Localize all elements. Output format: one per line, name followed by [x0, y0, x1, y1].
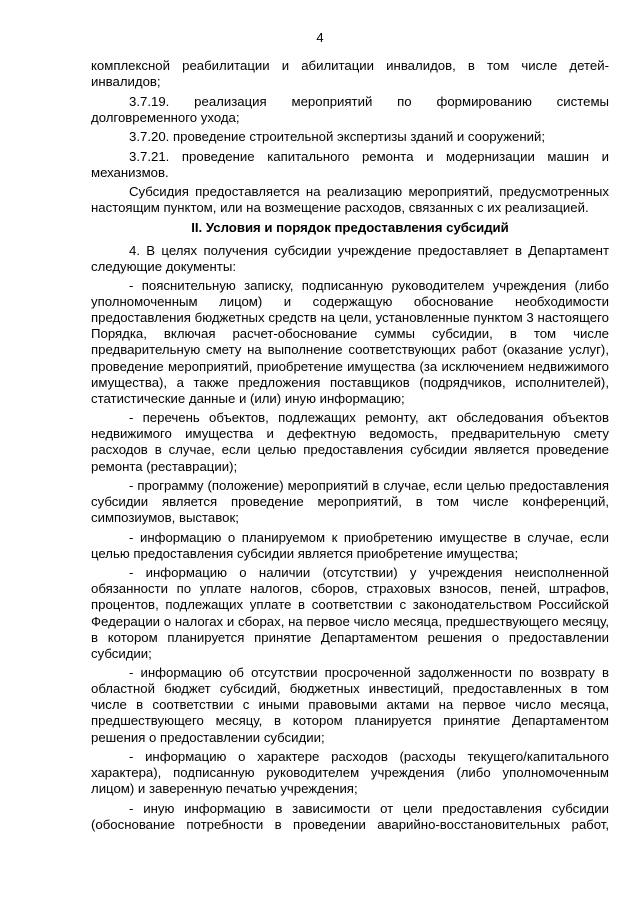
paragraph-continuation: комплексной реабилитации и абилитации инвалидов, в том числе детей-инвалидов; — [91, 58, 609, 90]
list-item-events-program: - программу (положение) мероприятий в случае, если целью предоставления субсидии является проведение мероприятий, в том числе конференций, симпозиумов, выставок; — [91, 477, 609, 526]
list-item-expense-character: - информацию о характере расходов (расходы текущего/капитального характера), подписанную руководителем учреждения (либо уполномоченным лицом) и заверенную печатью учреждения; — [91, 749, 609, 797]
paragraph-subsidy: Субсидия предоставляется на реализацию мероприятий, предусмотренных настоящим пунктом, или на возмещение расходов, связанных с их реализацией. — [91, 184, 609, 216]
paragraph-item-3-7-20: 3.7.20. проведение строительной экспертизы зданий и сооружений; — [129, 129, 546, 145]
list-item-other-info: - иную информацию в зависимости от цели предоставления субсидии (обоснование потребности в проведении аварийно-восстановительных работ, — [91, 800, 609, 832]
paragraph-clause-4: 4. В целях получения субсидии учреждение предоставляет в Департамент следующие документы: — [91, 242, 609, 274]
paragraph-item-3-7-21: 3.7.21. проведение капитального ремонта и модернизации машин и механизмов. — [91, 148, 609, 180]
list-item-overdue-debt: - информацию об отсутствии просроченной задолженности по возврату в областной бюджет субсидий, бюджетных инвестиций, предоставленных в том числе в соответствии с иными правовыми актами на первое число месяца, предшествующего месяцу, в котором планируется принятие Департаментом решения о предоставлении субсидии; — [91, 665, 609, 745]
list-item-explanatory-note: - пояснительную записку, подписанную руководителем учреждения (либо уполномоченным лицом) и содержащую обоснование необходимости предоставления бюджетных средств на цели, установленные пунктом 3 настоящего Порядка, включая расчет-обоснование суммы субсидии, в том числе предварительную смету на выполнение соответствующих работ (оказание услуг), проведение мероприятий, приобретение имущества (за исключением недвижимого имущества), а также предложения поставщиков (подрядчиков, исполнителей), статистические данные и (или) иную информацию; — [91, 278, 609, 406]
list-item-objects-list: - перечень объектов, подлежащих ремонту, акт обследования объектов недвижимого имущества и дефектную ведомость, предварительную смету расходов в случае, если целью предоставления субсидии является проведение ремонта (реставрации); — [91, 410, 609, 474]
page-number: 4 — [316, 30, 324, 45]
document-body — [91, 58, 609, 836]
paragraph-item-3-7-19: 3.7.19. реализация мероприятий по формированию системы долговременного ухода; — [91, 93, 609, 125]
section-heading: II. Условия и порядок предоставления субсидий — [191, 220, 509, 236]
list-item-tax-obligations: - информацию о наличии (отсутствии) у учреждения неисполненной обязанности по уплате налогов, сборов, страховых взносов, пеней, штрафов, процентов, подлежащих уплате в соответствии с законодательством Российской Федерации о налогах и сборах, на первое число месяца, предшествующего месяцу, в котором планируется принятие Департаментом решения о предоставлении субсидии; — [91, 565, 609, 661]
list-item-property-info: - информацию о планируемом к приобретению имуществе в случае, если целью предоставления субсидии является приобретение имущества; — [91, 529, 609, 561]
